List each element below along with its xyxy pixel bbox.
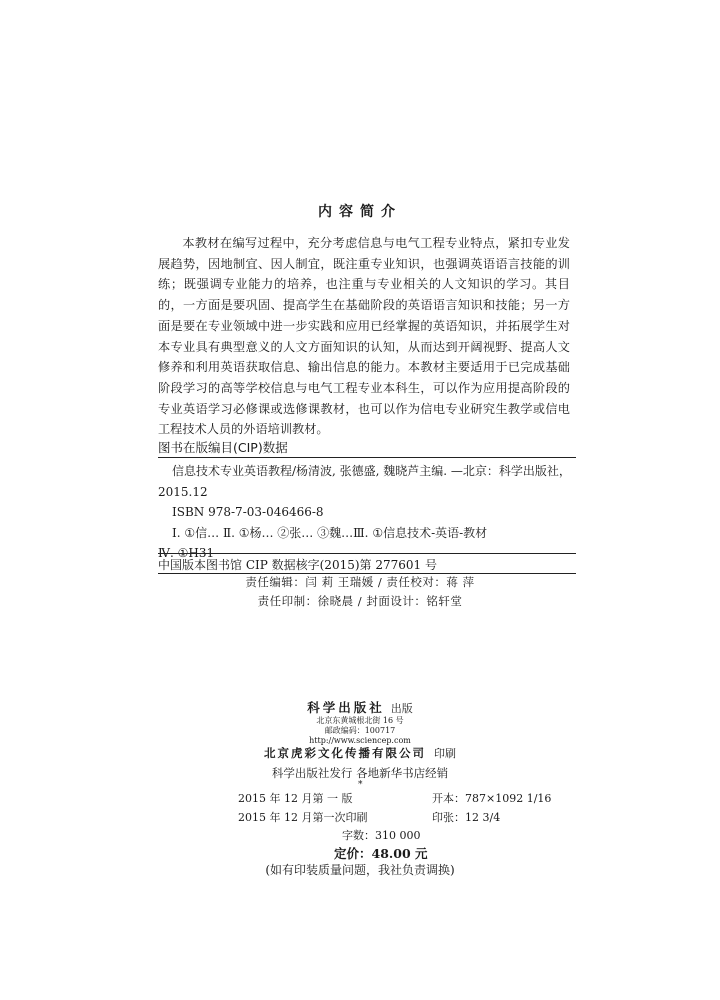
printing-row <box>238 809 500 825</box>
publisher-suffix: 出版 <box>390 702 413 715</box>
publisher-line <box>0 698 720 716</box>
cip-line: Ⅰ. ①信… Ⅱ. ①杨… ②张… ③魏…Ⅲ. ①信息技术-英语-教材 <box>172 525 488 540</box>
first-printing: 2015 年 12 月第一次印刷 <box>238 811 368 824</box>
cip-line: 信息技术专业英语教程/杨清波, 张德盛, 魏晓芦主编. —北京：科学出版社， <box>172 464 571 478</box>
cip-heading: 图书在版编目(CIP)数据 <box>158 440 288 455</box>
printer-line <box>0 745 720 761</box>
word-count: 字数：310 000 <box>342 829 421 842</box>
separator-mark: * <box>358 780 363 790</box>
publisher-website: http://www.sciencep.com <box>309 736 411 745</box>
distribution-line: 科学出版社发行 各地新华书店经销 <box>271 766 449 780</box>
summary-title: 内容简介 <box>318 204 402 220</box>
first-edition: 2015 年 12 月第 一 版 <box>238 792 353 805</box>
cip-line: Ⅳ. ①H31 <box>158 546 215 561</box>
publisher-address: 北京东黄城根北街 16 号 <box>316 716 404 725</box>
publisher-postcode: 邮政编码：100717 <box>324 726 396 735</box>
printer-suffix: 印刷 <box>434 747 456 760</box>
print-sheets: 印张：12 3/4 <box>432 811 501 824</box>
cip-number: 中国版本图书馆 CIP 数据核字(2015)第 277601 号 <box>158 558 437 572</box>
editor-credits: 责任编辑：闫 莉 王瑞媛 / 责任校对：蒋 萍 <box>245 575 475 589</box>
printer-name: 北京虎彩文化传播有限公司 <box>264 746 426 760</box>
quality-note: (如有印装质量问题，我社负责调换) <box>265 863 455 877</box>
cip-line: ISBN 978-7-03-046466-8 <box>172 505 324 520</box>
book-format: 开本：787×1092 1/16 <box>432 792 552 805</box>
cip-record <box>158 461 572 564</box>
cip-top-rule <box>158 457 576 458</box>
summary-text: 本教材在编写过程中，充分考虑信息与电气工程专业特点，紧扣专业发展趋势，因地制宜、因人制宜，既注重专业知识，也强调英语语言技能的训练；既强调专业能力的培养，也注重与专业相关的人文知识的学习。其目的，一方面是要巩固、提高学生在基础阶段的英语语言知识和技能；另一方面是要在专业领域中进一步实践和应用已经掌握的英语知识，并拓展学生对本专业具有典型意义的人文方面知识的认知，从而达到开阔视野、提高人文修养和利用英语获取信息、输出信息的能力。本教材主要适用于已完成基础阶段学习的高等学校信息与电气工程专业本科生，可以作为应用提高阶段的专业英语学习必修课或选修课教材，也可以作为信电专业研究生教学或信电工程技术人员的外语培训教材。 <box>158 236 570 437</box>
cip-middle-rule <box>158 553 576 554</box>
cip-line: 2015.12 <box>158 484 208 499</box>
price: 定价：48.00 元 <box>334 846 428 861</box>
edition-row <box>238 790 551 806</box>
production-credits: 责任印制：徐晓晨 / 封面设计：铭轩堂 <box>257 594 463 608</box>
publisher-name: 科学出版社 <box>307 700 385 715</box>
